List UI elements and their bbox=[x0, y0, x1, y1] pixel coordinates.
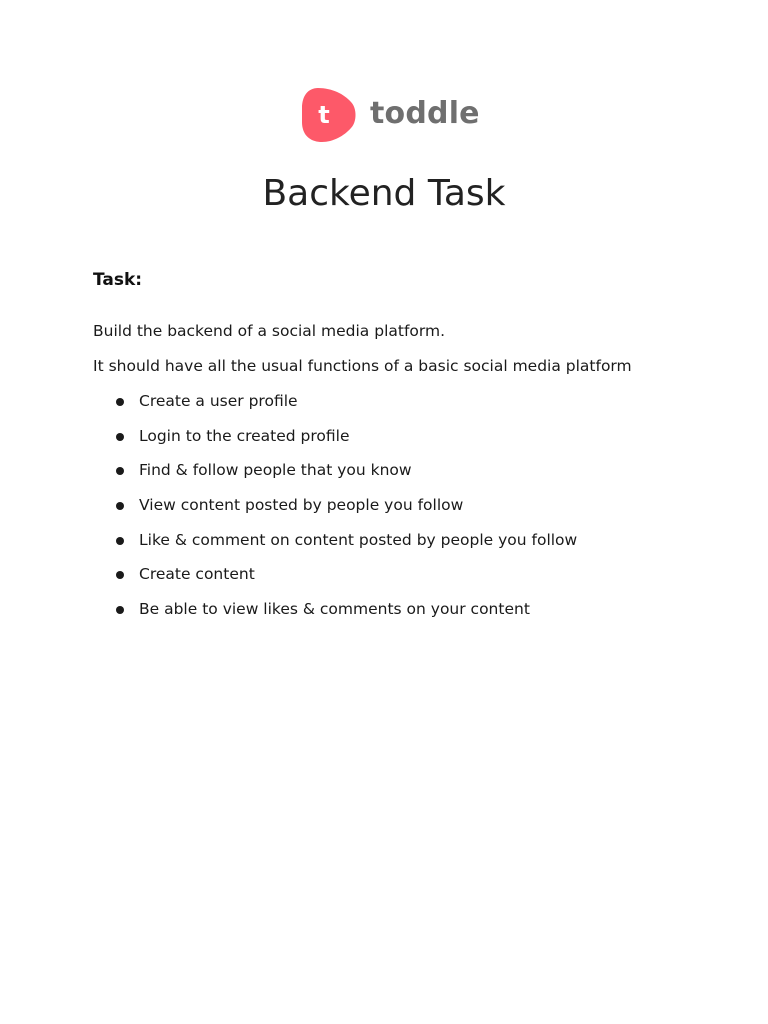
section-heading-task: Task: bbox=[93, 270, 143, 290]
bullet-dot-icon bbox=[116, 433, 124, 441]
list-item bbox=[93, 562, 577, 597]
toddle-logo bbox=[300, 86, 480, 144]
list-item-text: Login to the created profile bbox=[139, 426, 350, 445]
bullet-dot-icon bbox=[116, 606, 124, 614]
bullet-dot-icon bbox=[116, 467, 124, 475]
bullet-dot-icon bbox=[116, 571, 124, 579]
list-item-text: Like & comment on content posted by people you follow bbox=[139, 530, 578, 549]
bullet-dot-icon bbox=[116, 398, 124, 406]
bullet-dot-icon bbox=[116, 537, 124, 545]
list-item bbox=[93, 493, 577, 528]
logo-wordmark: toddle bbox=[370, 96, 480, 131]
list-item-text: Find & follow people that you know bbox=[139, 461, 412, 480]
paragraph-requirements: It should have all the usual functions of a basic social media platform bbox=[93, 357, 632, 375]
toddle-logo-mark-icon bbox=[300, 86, 358, 144]
list-item-text: Create a user profile bbox=[139, 392, 298, 410]
list-item bbox=[93, 458, 577, 493]
list-item bbox=[93, 424, 577, 459]
list-item-text: Create content bbox=[139, 565, 255, 584]
list-item-text: View content posted by people you follow bbox=[139, 496, 464, 515]
list-item bbox=[93, 389, 577, 424]
bullet-dot-icon bbox=[116, 502, 124, 510]
list-item bbox=[93, 597, 577, 632]
list-item bbox=[93, 528, 577, 563]
feature-list bbox=[93, 389, 577, 632]
logo-mark-letter: t bbox=[318, 101, 330, 129]
document-title: Backend Task bbox=[262, 173, 506, 214]
paragraph-intro: Build the backend of a social media platform. bbox=[93, 322, 446, 340]
list-item-text: Be able to view likes & comments on your content bbox=[139, 600, 530, 619]
